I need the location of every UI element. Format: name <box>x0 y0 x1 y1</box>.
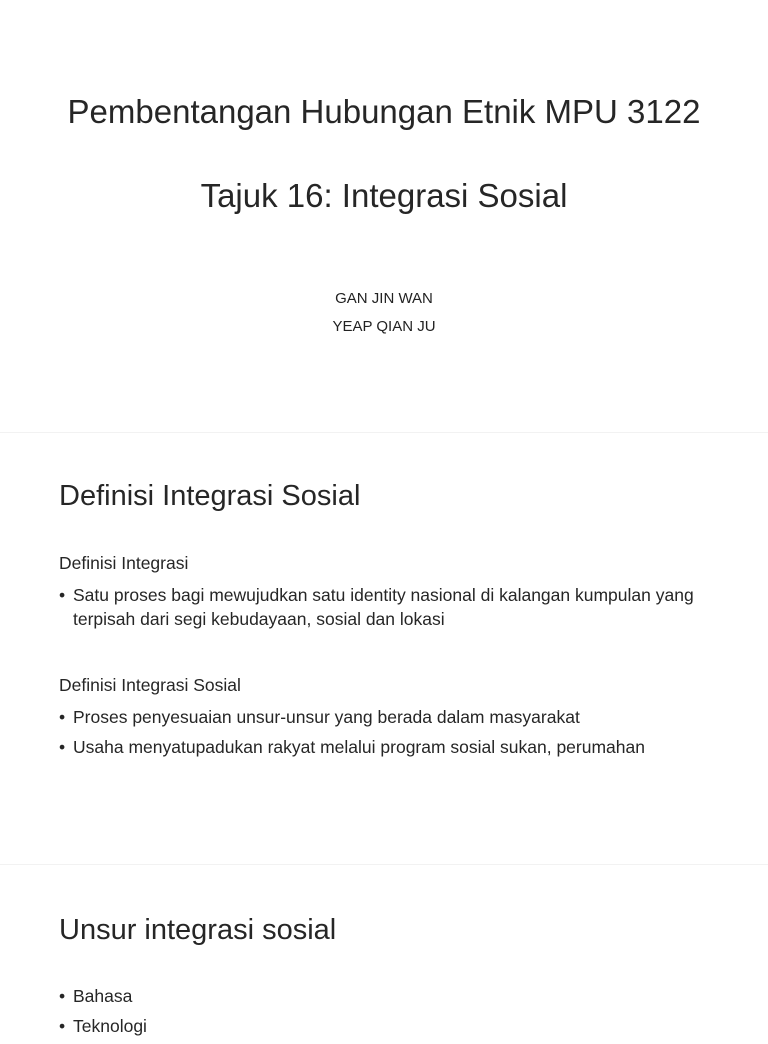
slide-heading: Unsur integrasi sosial <box>59 914 337 946</box>
bullet-icon: • <box>59 707 66 727</box>
bullet-icon: • <box>59 1016 66 1036</box>
presentation-title: Pembentangan Hubungan Etnik MPU 3122 <box>67 93 701 130</box>
bullet-text: Usaha menyatupadukan rakyat melalui program sosial sukan, perumahan <box>73 737 645 757</box>
bullet-list <box>59 705 709 765</box>
list-item <box>59 583 709 631</box>
bullet-text: Bahasa <box>73 986 133 1006</box>
bullet-text: Proses penyesuaian unsur-unsur yang berada dalam masyarakat <box>73 707 580 727</box>
list-item <box>59 705 709 729</box>
bullet-text: Teknologi <box>73 1016 147 1036</box>
author-list <box>0 285 768 341</box>
list-item <box>59 735 709 759</box>
bullet-icon: • <box>59 585 66 605</box>
presentation-subtitle: Tajuk 16: Integrasi Sosial <box>200 177 568 214</box>
bullet-text: Satu proses bagi mewujudkan satu identity nasional di kalangan kumpulan yang terpisah dari segi kebudayaan, sosial dan lokasi <box>73 585 694 629</box>
author-name: GAN JIN WAN <box>335 290 433 307</box>
definition-slide <box>0 432 768 865</box>
bullet-list <box>59 583 709 637</box>
author-name: YEAP QIAN JU <box>332 318 436 335</box>
title-slide <box>0 0 768 432</box>
section-label: Definisi Integrasi Sosial <box>59 675 241 695</box>
section-label: Definisi Integrasi <box>59 553 189 573</box>
bullet-icon: • <box>59 986 66 1006</box>
list-item <box>59 984 709 1008</box>
list-item <box>59 1014 709 1038</box>
slide-heading: Definisi Integrasi Sosial <box>59 480 361 512</box>
bullet-icon: • <box>59 737 66 757</box>
elements-slide <box>0 864 768 1036</box>
bullet-list <box>59 984 709 1044</box>
